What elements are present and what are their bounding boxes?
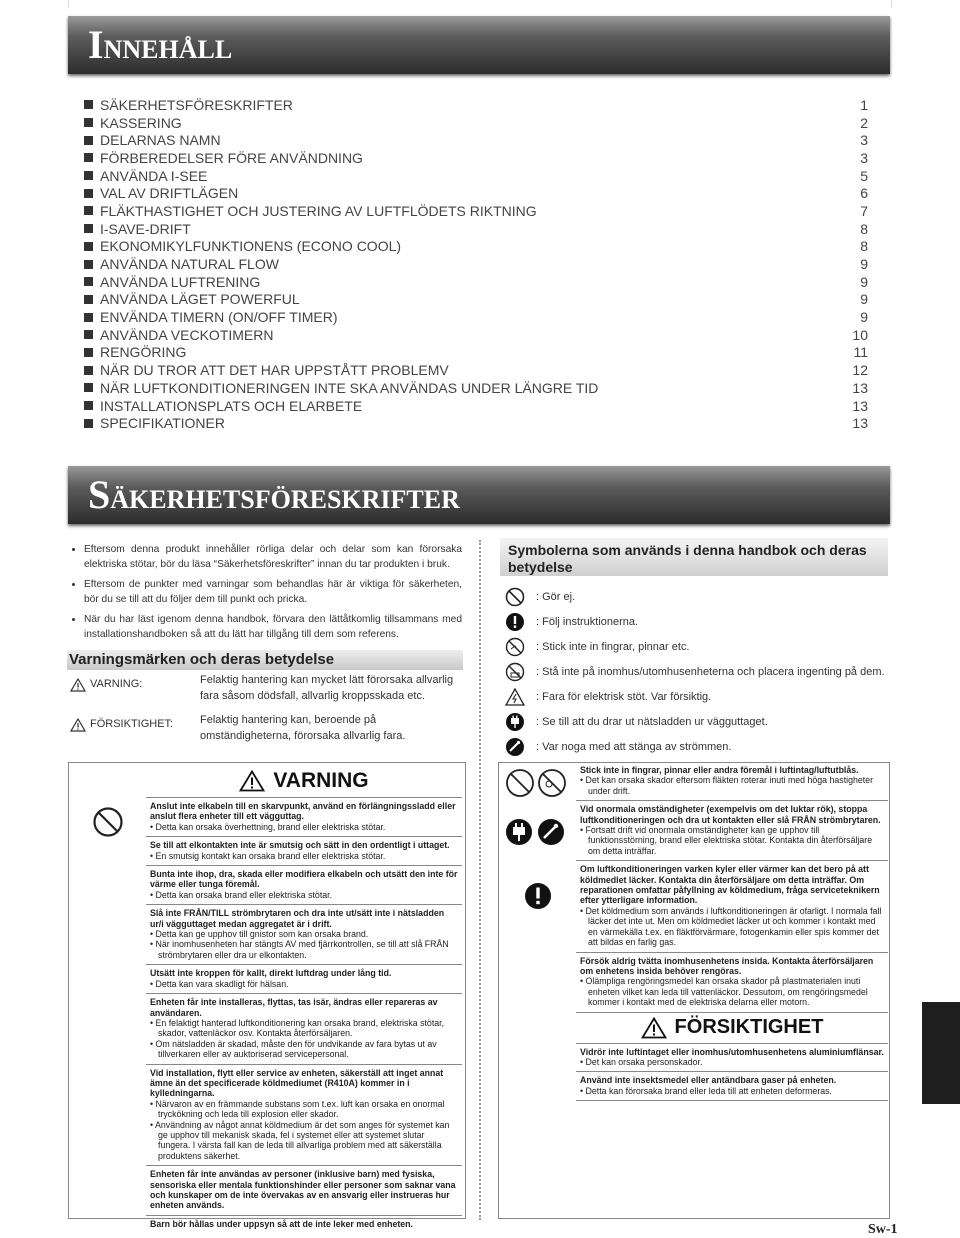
bullet-square-icon <box>84 171 93 180</box>
item-bullet: • Närvaron av en främmande substans som t.ex. luft kan orsaka en onormal tryckökning och leda till explosion eller skador. <box>150 1098 445 1120</box>
toc-page: 2 <box>860 114 868 131</box>
toc-page: 6 <box>860 185 868 202</box>
toc-label: ANVÄNDA VECKOTIMERN <box>100 326 274 343</box>
toc-label: DELARNAS NAMN <box>100 132 221 149</box>
no-fingers-icon <box>505 768 535 803</box>
warning-triangle-icon <box>70 718 86 732</box>
toc-label: ANVÄNDA NATURAL FLOW <box>100 256 279 273</box>
item-heading: Stick inte in fingrar, pinnar eller andra föremål i luftintag/luftutblås. <box>580 765 859 775</box>
toc-page: 9 <box>860 273 868 290</box>
item-bullet: • En smutsig kontakt kan orsaka brand eller elektriska stötar. <box>150 850 386 861</box>
toc-label: ANVÄNDA LÄGET POWERFUL <box>100 291 300 308</box>
bullet-square-icon <box>84 313 93 322</box>
toc-page: 8 <box>860 238 868 255</box>
item-heading: Barn bör hållas under uppsyn så att de inte leker med enheten. <box>150 1218 413 1229</box>
bullet-square-icon <box>84 401 93 410</box>
toc-page: 9 <box>860 309 868 326</box>
toc-entry[interactable] <box>84 202 868 220</box>
power-off-icon <box>537 818 565 851</box>
bullet-square-icon <box>84 100 93 109</box>
bullet-square-icon <box>84 277 93 286</box>
toc-entry[interactable] <box>84 184 868 202</box>
top-border <box>68 0 892 8</box>
toc-label: FÖRBEREDELSER FÖRE ANVÄNDNING <box>100 149 363 166</box>
safety-item <box>146 1064 462 1166</box>
bullet-square-icon <box>84 330 93 339</box>
toc-entry[interactable] <box>84 131 868 149</box>
safety-item <box>146 964 462 993</box>
item-heading: Se till att elkontakten inte är smutsig och sätt in den ordentligt i uttaget. <box>150 840 450 851</box>
symbol-row <box>504 659 888 684</box>
safety-title: SÄKERHETSFÖRESKRIFTER <box>88 472 460 517</box>
warning-triangle-icon <box>70 678 86 692</box>
item-bullet: • Fortsatt drift vid onormala omständigheter kan ge upphov till funktionsstörning, brand eller elektriska stötar. Kontakta din återförsäljare om detta inträffar. <box>580 825 873 856</box>
toc-page: 12 <box>852 362 868 379</box>
toc-entry[interactable] <box>84 238 868 256</box>
toc-page: 9 <box>860 291 868 308</box>
item-heading: Anslut inte elkabeln till en skarvpunkt, använd en förlängningssladd eller anslut flera enheter till ett vägguttag. <box>150 801 456 822</box>
unplug-icon <box>505 818 533 851</box>
toc-entry[interactable] <box>84 96 868 114</box>
symbol-row <box>504 734 888 759</box>
intro-item: • Eftersom de punkter med varningar som behandlas här är viktiga för säkerheten, bör du se till att du följer dem till punkt och pricka. <box>84 578 462 607</box>
symbol-text: : Se till att du drar ut nätsladden ur vägguttaget. <box>536 715 768 728</box>
safety-item <box>146 797 462 836</box>
safety-item <box>146 1165 462 1215</box>
safety-item <box>146 993 462 1063</box>
toc-entry[interactable] <box>84 414 868 432</box>
toc-label: SPECIFIKATIONER <box>100 415 225 432</box>
toc-page: 11 <box>853 344 868 361</box>
toc-page: 7 <box>860 202 868 219</box>
item-heading: Använd inte insektsmedel eller antändbara gaser på enheten. <box>580 1075 837 1086</box>
symbol-row <box>504 609 888 634</box>
symbol-text: : Stick inte in fingrar, pinnar etc. <box>536 640 690 653</box>
power-off-icon <box>504 736 526 758</box>
item-heading: Vid installation, flytt eller service av enheten, säkerställ att inget annat ämne än det specificerade köldmediumet (R410A) kommer in i kylledningarna. <box>150 1067 444 1099</box>
page-number: Sw-1 <box>868 1222 898 1237</box>
toc-page: 8 <box>860 220 868 237</box>
bullet-square-icon <box>84 383 93 392</box>
toc-entry[interactable] <box>84 149 868 167</box>
item-heading: Försök aldrig tvätta inomhusenhetens insida. Kontakta återförsäljaren om enhetens insida behöver rengöras. <box>580 955 874 976</box>
contents-title: INNEHÅLL <box>88 22 233 67</box>
section-tab <box>922 1002 960 1104</box>
symbol-row <box>504 634 888 659</box>
item-heading: Vidrör inte luftintaget eller inomhus/utomhusenhetens aluminiumflänsar. <box>580 1046 884 1057</box>
safety-item <box>576 1072 888 1101</box>
safety-item <box>146 865 462 904</box>
no-standing-icon <box>504 661 526 683</box>
toc-entry[interactable] <box>84 220 868 238</box>
item-bullet: • Olämpliga rengöringsmedel kan orsaka skador på plastmaterialen inuti enheten vilket kan leda till vattenläckor. Dessutom, om rengöringsmedel kommer i kontakt med de elektriska delarna eller motorn. <box>580 976 868 1008</box>
bullet-square-icon <box>84 260 93 269</box>
toc-label: ANVÄNDA LUFTRENING <box>100 273 261 290</box>
bullet-square-icon <box>84 136 93 145</box>
toc-label: FLÄKTHASTIGHET OCH JUSTERING AV LUFTFLÖDETS RIKTNING <box>100 202 537 219</box>
toc-entry[interactable] <box>84 308 868 326</box>
toc-page: 13 <box>852 415 868 432</box>
column-divider <box>479 540 481 1220</box>
toc-entry[interactable] <box>84 326 868 344</box>
symbol-row <box>504 709 888 734</box>
mandatory-icon <box>524 882 552 915</box>
toc-label: ENVÄNDA TIMERN (ON/OFF TIMER) <box>100 309 338 326</box>
symbols-heading: Symbolerna som används i denna handbok och deras betydelse <box>500 538 888 576</box>
item-heading: Vid onormala omständigheter (exempelvis om det luktar rök), stoppa luftkonditioneringen och dra ut kontakten eller slå FRÅN strömbrytaren. <box>580 804 881 825</box>
toc-entry[interactable] <box>84 397 868 415</box>
prohibition-icon <box>92 806 124 843</box>
item-bullet: • När inomhusenheten har stängts AV med fjärrkontrollen, se till att slå FRÅN strömbrytaren eller dra ur elkontakten. <box>150 939 449 960</box>
toc-page: 13 <box>852 379 868 396</box>
toc-label: NÄR LUFTKONDITIONERINGEN INTE SKA ANVÄNDAS UNDER LÄNGRE TID <box>100 379 599 396</box>
symbol-text: : Stå inte på inomhus/utomhusenheterna och placera ingenting på dem. <box>536 665 885 678</box>
contents-banner <box>68 16 890 74</box>
toc-page: 3 <box>860 149 868 166</box>
safety-item <box>576 762 888 801</box>
toc-label: KASSERING <box>100 114 182 131</box>
item-heading: Bunta inte ihop, dra, skada eller modifiera elkabeln och utsätt den inte för värme eller tunga föremål. <box>150 869 458 890</box>
item-bullet: • Det kan orsaka skador eftersom fläkten roterar inuti med höga hastigheter under drift. <box>580 775 874 796</box>
toc-entry[interactable] <box>84 379 868 397</box>
intro-item: • När du har läst igenom denna handbok, förvara den lättåtkomlig tillsammans med installationshandboken så att du lätt har tillgång till dem som referens. <box>84 613 462 642</box>
right-warning-list <box>576 762 888 1101</box>
item-bullet: • Detta kan vara skadligt för hälsan. <box>150 978 289 989</box>
toc-label: VAL AV DRIFTLÄGEN <box>100 185 239 202</box>
symbol-text: : Fara för elektrisk stöt. Var försiktig. <box>536 690 712 703</box>
warning-triangle-icon <box>641 1017 667 1039</box>
safety-item <box>576 801 888 861</box>
unplug-icon <box>504 711 526 733</box>
bullet-square-icon <box>84 224 93 233</box>
item-bullet: • Detta kan ge upphov till gnistor som kan orsaka brand. <box>150 929 369 940</box>
item-bullet: • Det köldmedium som används i luftkonditioneringen är ofarligt. I normala fall läcker det inte ut. Men om köldmediet läcker ut och kommer i kontakt med en värmekälla t.ex. en fläktförvärmare, fotogenkamin eller spis kommer det att bildas en farlig gas. <box>580 905 882 948</box>
item-heading: Utsätt inte kroppen för kallt, direkt luftdrag under lång tid. <box>150 968 392 979</box>
mark-row <box>70 712 462 744</box>
bullet-square-icon <box>84 366 93 375</box>
mark-desc: Felaktig hantering kan mycket lätt förorsaka allvarlig fara såsom dödsfall, allvarlig kroppsskada etc. <box>200 674 454 702</box>
item-bullet: • Detta kan orsaka överhettning, brand eller elektriska stötar. <box>150 821 386 832</box>
toc-entry[interactable] <box>84 114 868 132</box>
toc-entry[interactable] <box>84 291 868 309</box>
safety-item <box>146 904 462 964</box>
no-fingers-icon <box>504 636 526 658</box>
no-fingers-icon <box>537 768 567 803</box>
mark-desc: Felaktig hantering kan, beroende på omständigheterna, förorsaka allvarlig fara. <box>200 714 406 742</box>
mark-label: FÖRSIKTIGHET: <box>90 718 174 730</box>
warning-marks <box>70 672 462 752</box>
toc-page: 9 <box>860 256 868 273</box>
toc-entry[interactable] <box>84 344 868 362</box>
intro-item: • Eftersom denna produkt innehåller rörliga delar och delar som kan förorsaka elektriska stötar, bör du läsa “Säkerhetsföreskrifter” innan du tar produkten i bruk. <box>84 543 462 572</box>
safety-item <box>146 1215 462 1233</box>
toc-page: 10 <box>852 326 868 343</box>
safety-item <box>576 861 888 952</box>
toc-label: INSTALLATIONSPLATS OCH ELARBETE <box>100 397 363 414</box>
toc-label: NÄR DU TROR ATT DET HAR UPPSTÅTT PROBLEMV <box>100 362 449 379</box>
item-heading: Slå inte FRÅN/TILL strömbrytaren och dra inte ut/sätt inte i nätsladden ur/i vägguttaget medan aggregatet är i drift. <box>150 908 445 929</box>
item-bullet: • Detta kan orsaka brand eller elektriska stötar. <box>150 889 333 900</box>
electric-shock-icon <box>504 686 526 708</box>
mark-label: VARNING: <box>90 678 143 690</box>
safety-banner <box>68 466 890 524</box>
safety-intro <box>70 543 462 648</box>
mark-row <box>70 672 462 704</box>
symbol-row <box>504 684 888 709</box>
bullet-square-icon <box>84 189 93 198</box>
table-of-contents <box>84 96 868 432</box>
toc-label: I-SAVE-DRIFT <box>100 220 191 237</box>
toc-entry[interactable] <box>84 167 868 185</box>
bullet-square-icon <box>84 348 93 357</box>
bullet-square-icon <box>84 242 93 251</box>
symbol-row <box>504 584 888 609</box>
caution-heading: FÖRSIKTIGHET <box>576 1013 888 1044</box>
toc-entry[interactable] <box>84 361 868 379</box>
prohibition-icon <box>504 586 526 608</box>
item-bullet: • En felaktigt hanterad luftkonditionering kan orsaka brand, elektriska stötar, skador, vattenläckor osv. Kontakta återförsäljaren. <box>150 1017 445 1039</box>
toc-page: 13 <box>852 397 868 414</box>
warning-triangle-icon <box>239 770 265 792</box>
toc-entry[interactable] <box>84 273 868 291</box>
warning-heading: VARNING <box>146 766 462 796</box>
toc-label: EKONOMIKYLFUNKTIONENS (ECONO COOL) <box>100 238 402 255</box>
safety-item <box>576 1044 888 1073</box>
toc-entry[interactable] <box>84 255 868 273</box>
toc-label: RENGÖRING <box>100 344 187 361</box>
symbol-text: : Följ instruktionerna. <box>536 615 639 628</box>
toc-page: 1 <box>860 96 868 113</box>
toc-page: 3 <box>860 132 868 149</box>
item-bullet: • Detta kan förorsaka brand eller leda till att enheten deformeras. <box>580 1085 832 1096</box>
symbol-text: : Gör ej. <box>536 590 576 603</box>
bullet-square-icon <box>84 153 93 162</box>
item-bullet: • Det kan orsaka personskador. <box>580 1056 703 1067</box>
toc-label: SÄKERHETSFÖRESKRIFTER <box>100 96 293 113</box>
marks-heading: Varningsmärken och deras betydelse <box>67 650 463 670</box>
warning-list <box>146 797 462 1233</box>
item-bullet: • Om nätsladden är skadad, måste den för undvikande av fara bytas ut av tillverkaren eller av auktoriserad servicepersonal. <box>150 1038 437 1060</box>
symbols-list <box>504 584 888 759</box>
item-heading: Enheten får inte användas av personer (inklusive barn) med fysiska, sensoriska eller mentala funktionshinder eller personer som saknar vana och kunskaper om de inte övervakas av en ansvarig eller instrueras hur enheten används. <box>150 1169 456 1211</box>
bullet-square-icon <box>84 206 93 215</box>
safety-item <box>576 953 888 1013</box>
bullet-square-icon <box>84 419 93 428</box>
item-heading: Enheten får inte installeras, flyttas, tas isär, ändras eller repareras av användaren. <box>150 997 438 1018</box>
toc-page: 5 <box>860 167 868 184</box>
bullet-square-icon <box>84 295 93 304</box>
item-heading: Om luftkonditioneringen varken kyler eller värmer kan det bero på att köldmedlet läcker. Kontakta din återförsäljare om detta inträffar. Om reparationen omfattar påfyllning av köldmedium, fråga serviceteknikern efter ytterligare information. <box>580 864 880 906</box>
mandatory-icon <box>504 611 526 633</box>
bullet-square-icon <box>84 118 93 127</box>
safety-item <box>146 836 462 865</box>
toc-label: ANVÄNDA I-SEE <box>100 167 208 184</box>
item-bullet: • Användning av något annat köldmedium är det som anges för systemet kan ge upphov till mekanisk skada, fel i systemet eller att systemet slutar fungera. I värsta fall kan de leda till allvarliga problem med att säkerställa produktens säkerhet. <box>150 1119 450 1161</box>
symbol-text: : Var noga med att stänga av strömmen. <box>536 740 732 753</box>
